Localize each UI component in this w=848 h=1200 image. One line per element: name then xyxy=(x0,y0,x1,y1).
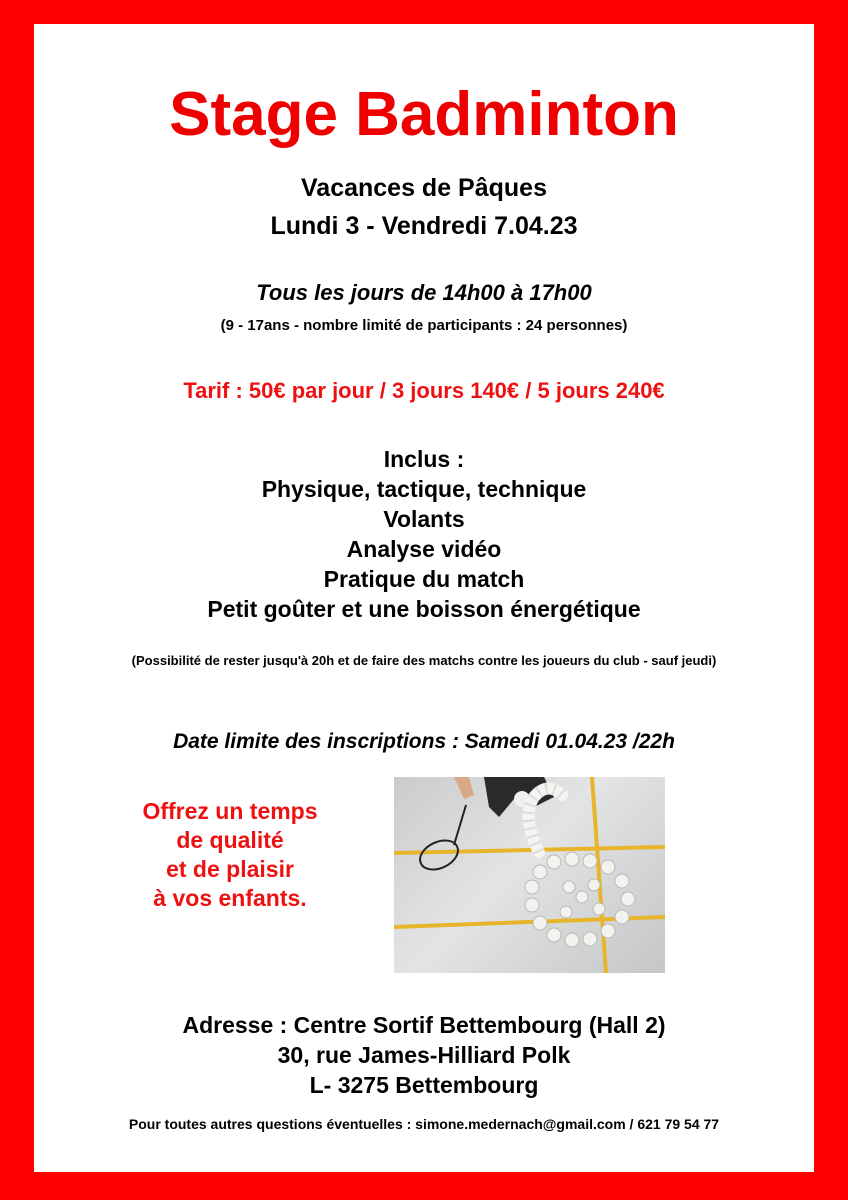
shuttlecock-photo-illustration xyxy=(394,777,665,973)
tagline-line: à vos enfants. xyxy=(153,885,307,911)
tagline-line: et de plaisir xyxy=(166,856,294,882)
address-line: Adresse : Centre Sortif Bettembourg (Hall 2) xyxy=(182,1012,666,1038)
schedule-text: Tous les jours de 14h00 à 17h00 xyxy=(256,280,592,305)
price-text: Tarif : 50€ par jour / 3 jours 140€ / 5 jours 240€ xyxy=(183,378,665,403)
deadline-text: Date limite des inscriptions : Samedi 01.04.23 /22h xyxy=(173,730,675,753)
badminton-photo xyxy=(394,777,665,973)
included-item: Pratique du match xyxy=(323,566,525,592)
tagline-line: Offrez un temps xyxy=(142,798,318,824)
poster-title: Stage Badminton xyxy=(169,80,679,149)
included-item: Analyse vidéo xyxy=(346,536,502,562)
included-item: Physique, tactique, technique xyxy=(261,476,587,502)
included-heading: Inclus : xyxy=(383,446,465,472)
participants-text: (9 - 17ans - nombre limité de participants : 24 personnes) xyxy=(220,317,628,334)
subtitle-vacation: Vacances de Pâques xyxy=(301,174,547,202)
included-item: Petit goûter et une boisson énergétique xyxy=(207,596,641,622)
address-line: 30, rue James-Hilliard Polk xyxy=(277,1042,571,1068)
tagline xyxy=(110,797,350,913)
tagline-line: de qualité xyxy=(176,827,284,853)
address-line: L- 3275 Bettembourg xyxy=(309,1072,539,1098)
extra-note: (Possibilité de rester jusqu'à 20h et de faire des matchs contre les joueurs du club - sauf jeudi) xyxy=(131,653,717,668)
contact-footer: Pour toutes autres questions éventuelles : simone.medernach@gmail.com / 621 79 54 77 xyxy=(128,1116,720,1132)
subtitle-dates: Lundi 3 - Vendredi 7.04.23 xyxy=(270,212,578,240)
included-item: Volants xyxy=(383,506,465,532)
